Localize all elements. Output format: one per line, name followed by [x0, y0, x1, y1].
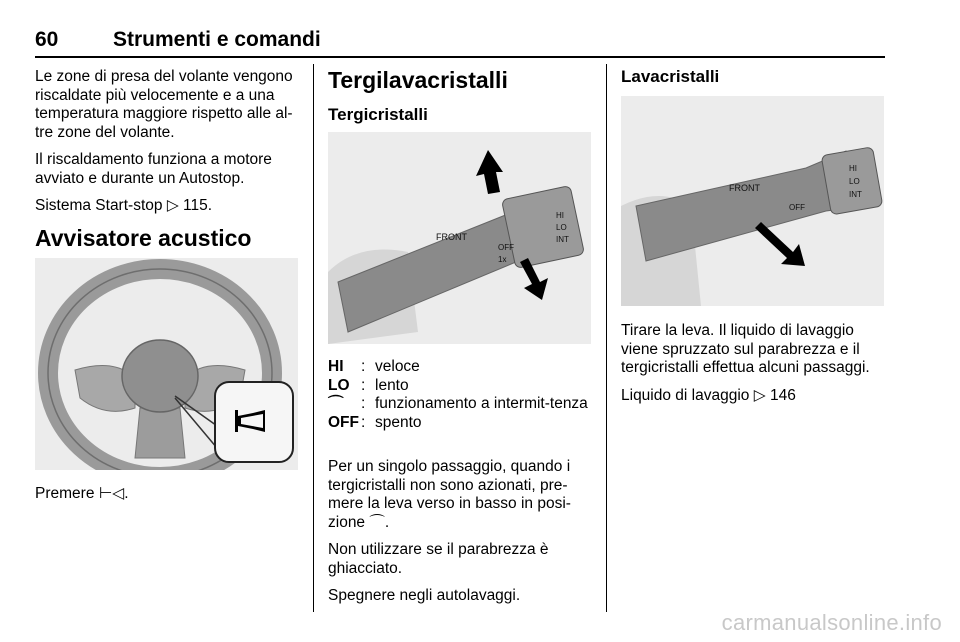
triangle-ref-icon: ▷	[753, 386, 766, 404]
lever-label-front: FRONT	[436, 232, 467, 242]
washer-label-hi: HI	[849, 164, 857, 173]
washer-label-front: FRONT	[729, 183, 760, 193]
column-divider-2	[606, 64, 607, 612]
wiper-definitions	[328, 358, 593, 432]
heading-wiper-washer: Tergilavacristalli	[328, 67, 508, 93]
reference-page: 146	[769, 386, 796, 404]
triangle-ref-icon: ▷	[166, 197, 179, 214]
caption-horn: Premere ⊢◁.	[35, 485, 129, 502]
column-3-text	[621, 322, 884, 414]
definition-off: OFF : spento	[328, 413, 422, 431]
definition-hi: HI : veloce	[328, 358, 420, 375]
wiper-interval-icon: ⌒	[328, 395, 344, 412]
reference-start-stop[interactable]	[35, 197, 303, 216]
reference-label: Sistema Start-stop	[35, 197, 163, 214]
washer-label-int: INT	[849, 190, 862, 199]
paragraph-washer-instructions: Tirare la leva. Il liquido di lavaggio viene spruzzato sul parabrezza e il tergicristalli effettua alcuni passaggi.	[621, 322, 870, 376]
paragraph-heated-zones: Le zone di presa del volante vengono riscaldate più velocemente e a una temperatura maggiore rispetto alle al-tre zone del volante.	[35, 68, 293, 141]
definition-interval: ⌒ : funzionamento a intermit-tenza	[328, 395, 588, 412]
subheading-wipers: Tergicristalli	[328, 105, 428, 124]
horn-icon: ⊢◁	[98, 485, 125, 502]
paragraph-car-wash: Spegnere negli autolavaggi.	[328, 587, 521, 604]
steering-wheel-illustration	[35, 258, 298, 470]
washer-label-lo: LO	[849, 177, 860, 186]
site-watermark: carmanualsonline.info	[721, 610, 942, 635]
paragraph-heating-active: Il riscaldamento funziona a motore avviato e durante un Autostop.	[35, 151, 272, 187]
washer-lever-illustration	[621, 96, 884, 306]
lever-label-lo: LO	[556, 223, 567, 232]
lever-label-int: INT	[556, 235, 569, 244]
paragraph-single-wipe: Per un singolo passaggio, quando i tergicristalli non sono azionati, pre-mere la leva verso in basso in posi-zione ⌒.	[328, 458, 571, 531]
column-1	[35, 68, 303, 225]
reference-page: 115.	[183, 197, 213, 214]
heading-horn: Avvisatore acustico	[35, 225, 252, 251]
reference-washer-fluid[interactable]	[621, 387, 884, 406]
column-2-text	[328, 458, 591, 615]
page-number: 60	[35, 28, 59, 51]
definition-lo: LO : lento	[328, 376, 409, 394]
caption-label: Premere	[35, 485, 95, 502]
paragraph-ice-warning: Non utilizzare se il parabrezza è ghiacciato.	[328, 541, 549, 577]
lever-label-1x: 1x	[498, 255, 507, 264]
lever-label-off: OFF	[498, 243, 514, 252]
chapter-title: Strumenti e comandi	[113, 28, 321, 51]
column-divider-1	[313, 64, 314, 612]
reference-label: Liquido di lavaggio	[621, 386, 750, 404]
lever-label-hi: HI	[556, 211, 564, 220]
wiper-lever-illustration	[328, 132, 591, 344]
subheading-washer: Lavacristalli	[621, 67, 720, 86]
header-rule	[35, 56, 885, 58]
wiper-single-icon: ⌒	[369, 513, 385, 531]
washer-label-off: OFF	[789, 203, 805, 212]
